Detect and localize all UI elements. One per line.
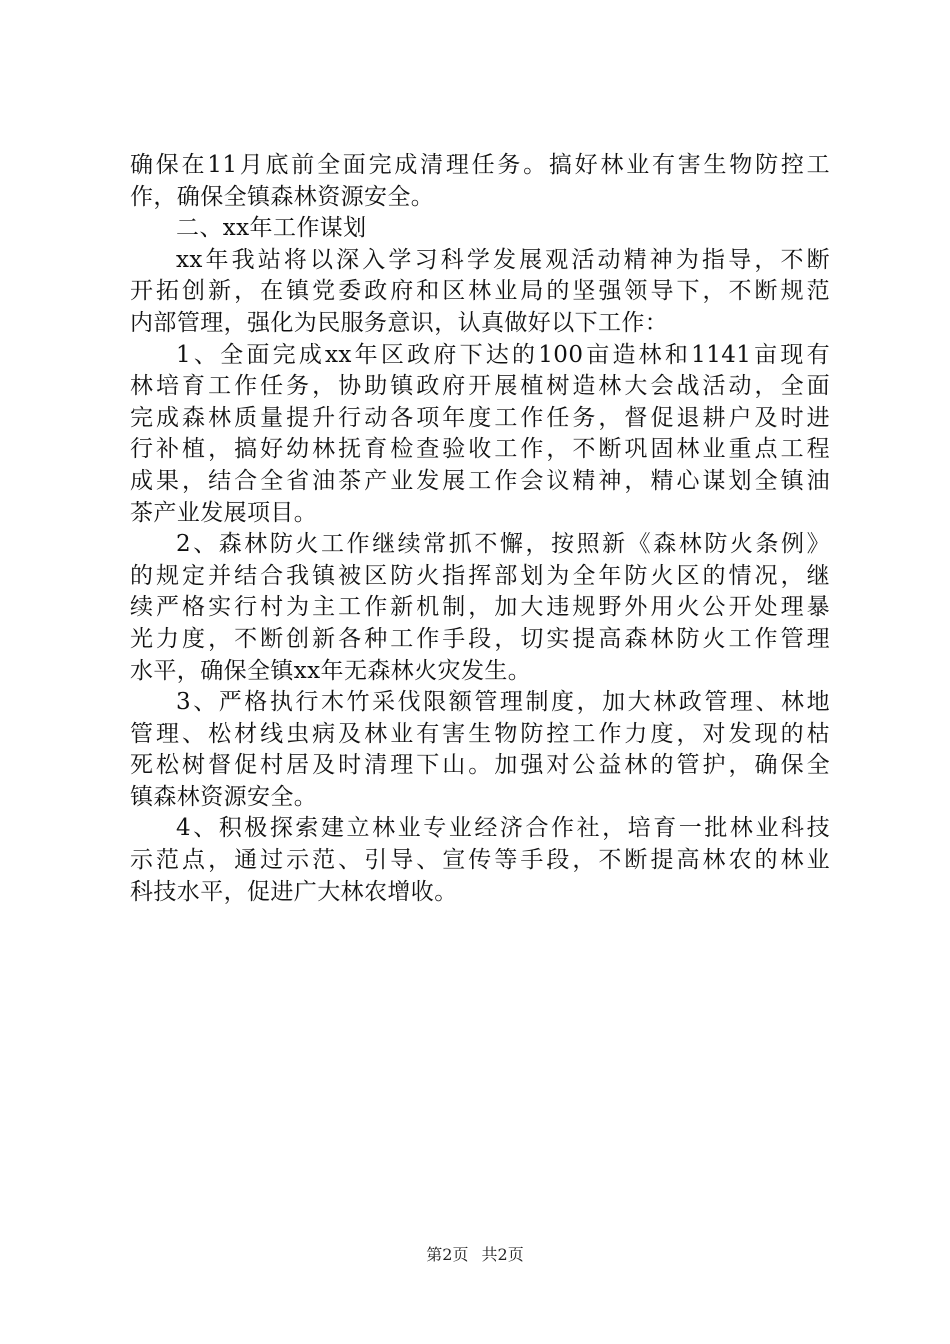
text-line: 示范点，通过示范、引导、宣传等手段，不断提高林农的林业 (130, 847, 830, 874)
text-line: 确保在11月底前全面完成清理任务。搞好林业有害生物防控工 (130, 152, 830, 178)
text-line: 行补植，搞好幼林抚育检查验收工作，不断巩固林业重点工程 (130, 436, 830, 463)
text-line: 管理、松材线虫病及林业有害生物防控工作力度，对发现的枯 (130, 720, 830, 747)
text-line: 科技水平，促进广大林农增收。 (130, 878, 458, 905)
text-line: 的规定并结合我镇被区防火指挥部划为全年防火区的情况，继 (130, 562, 830, 589)
text-line: 茶产业发展项目。 (130, 499, 318, 526)
text-line: 林培育工作任务，协助镇政府开展植树造林大会战活动，全面 (130, 373, 830, 400)
page-footer (0, 1244, 950, 1266)
text-line: 4、积极探索建立林业专业经济合作社，培育一批林业科技 (176, 815, 830, 842)
text-line: xx年我站将以深入学习科学发展观活动精神为指导，不断 (176, 246, 830, 273)
text-line: 完成森林质量提升行动各项年度工作任务，督促退耕户及时进 (130, 404, 830, 431)
text-line: 死松树督促村居及时清理下山。加强对公益林的管护，确保全 (130, 752, 830, 779)
text-line: 光力度，不断创新各种工作手段，切实提高森林防火工作管理 (130, 625, 830, 652)
text-line: 水平，确保全镇xx年无森林火灾发生。 (130, 657, 532, 684)
page-number-total: 共2页 (481, 1245, 524, 1264)
text-line: 3、严格执行木竹采伐限额管理制度，加大林政管理、林地 (176, 689, 830, 716)
text-line: 内部管理，强化为民服务意识，认真做好以下工作： (130, 309, 669, 336)
text-line: 作，确保全镇森林资源安全。 (130, 183, 435, 210)
page-number-current: 第2页 (426, 1245, 469, 1264)
text-line: 镇森林资源安全。 (130, 783, 318, 810)
text-line: 成果，结合全省油茶产业发展工作会议精神，精心谋划全镇油 (130, 467, 830, 494)
section-heading: 二、xx年工作谋划 (176, 215, 367, 242)
text-line: 续严格实行村为主工作新机制，加大违规野外用火公开处理暴 (130, 594, 830, 621)
document-body (130, 150, 830, 908)
text-line: 2、森林防火工作继续常抓不懈，按照新《森林防火条例》 (176, 531, 830, 558)
text-line: 1、全面完成xx年区政府下达的100亩造林和1141亩现有 (176, 341, 830, 368)
text-line: 开拓创新，在镇党委政府和区林业局的坚强领导下，不断规范 (130, 278, 830, 305)
